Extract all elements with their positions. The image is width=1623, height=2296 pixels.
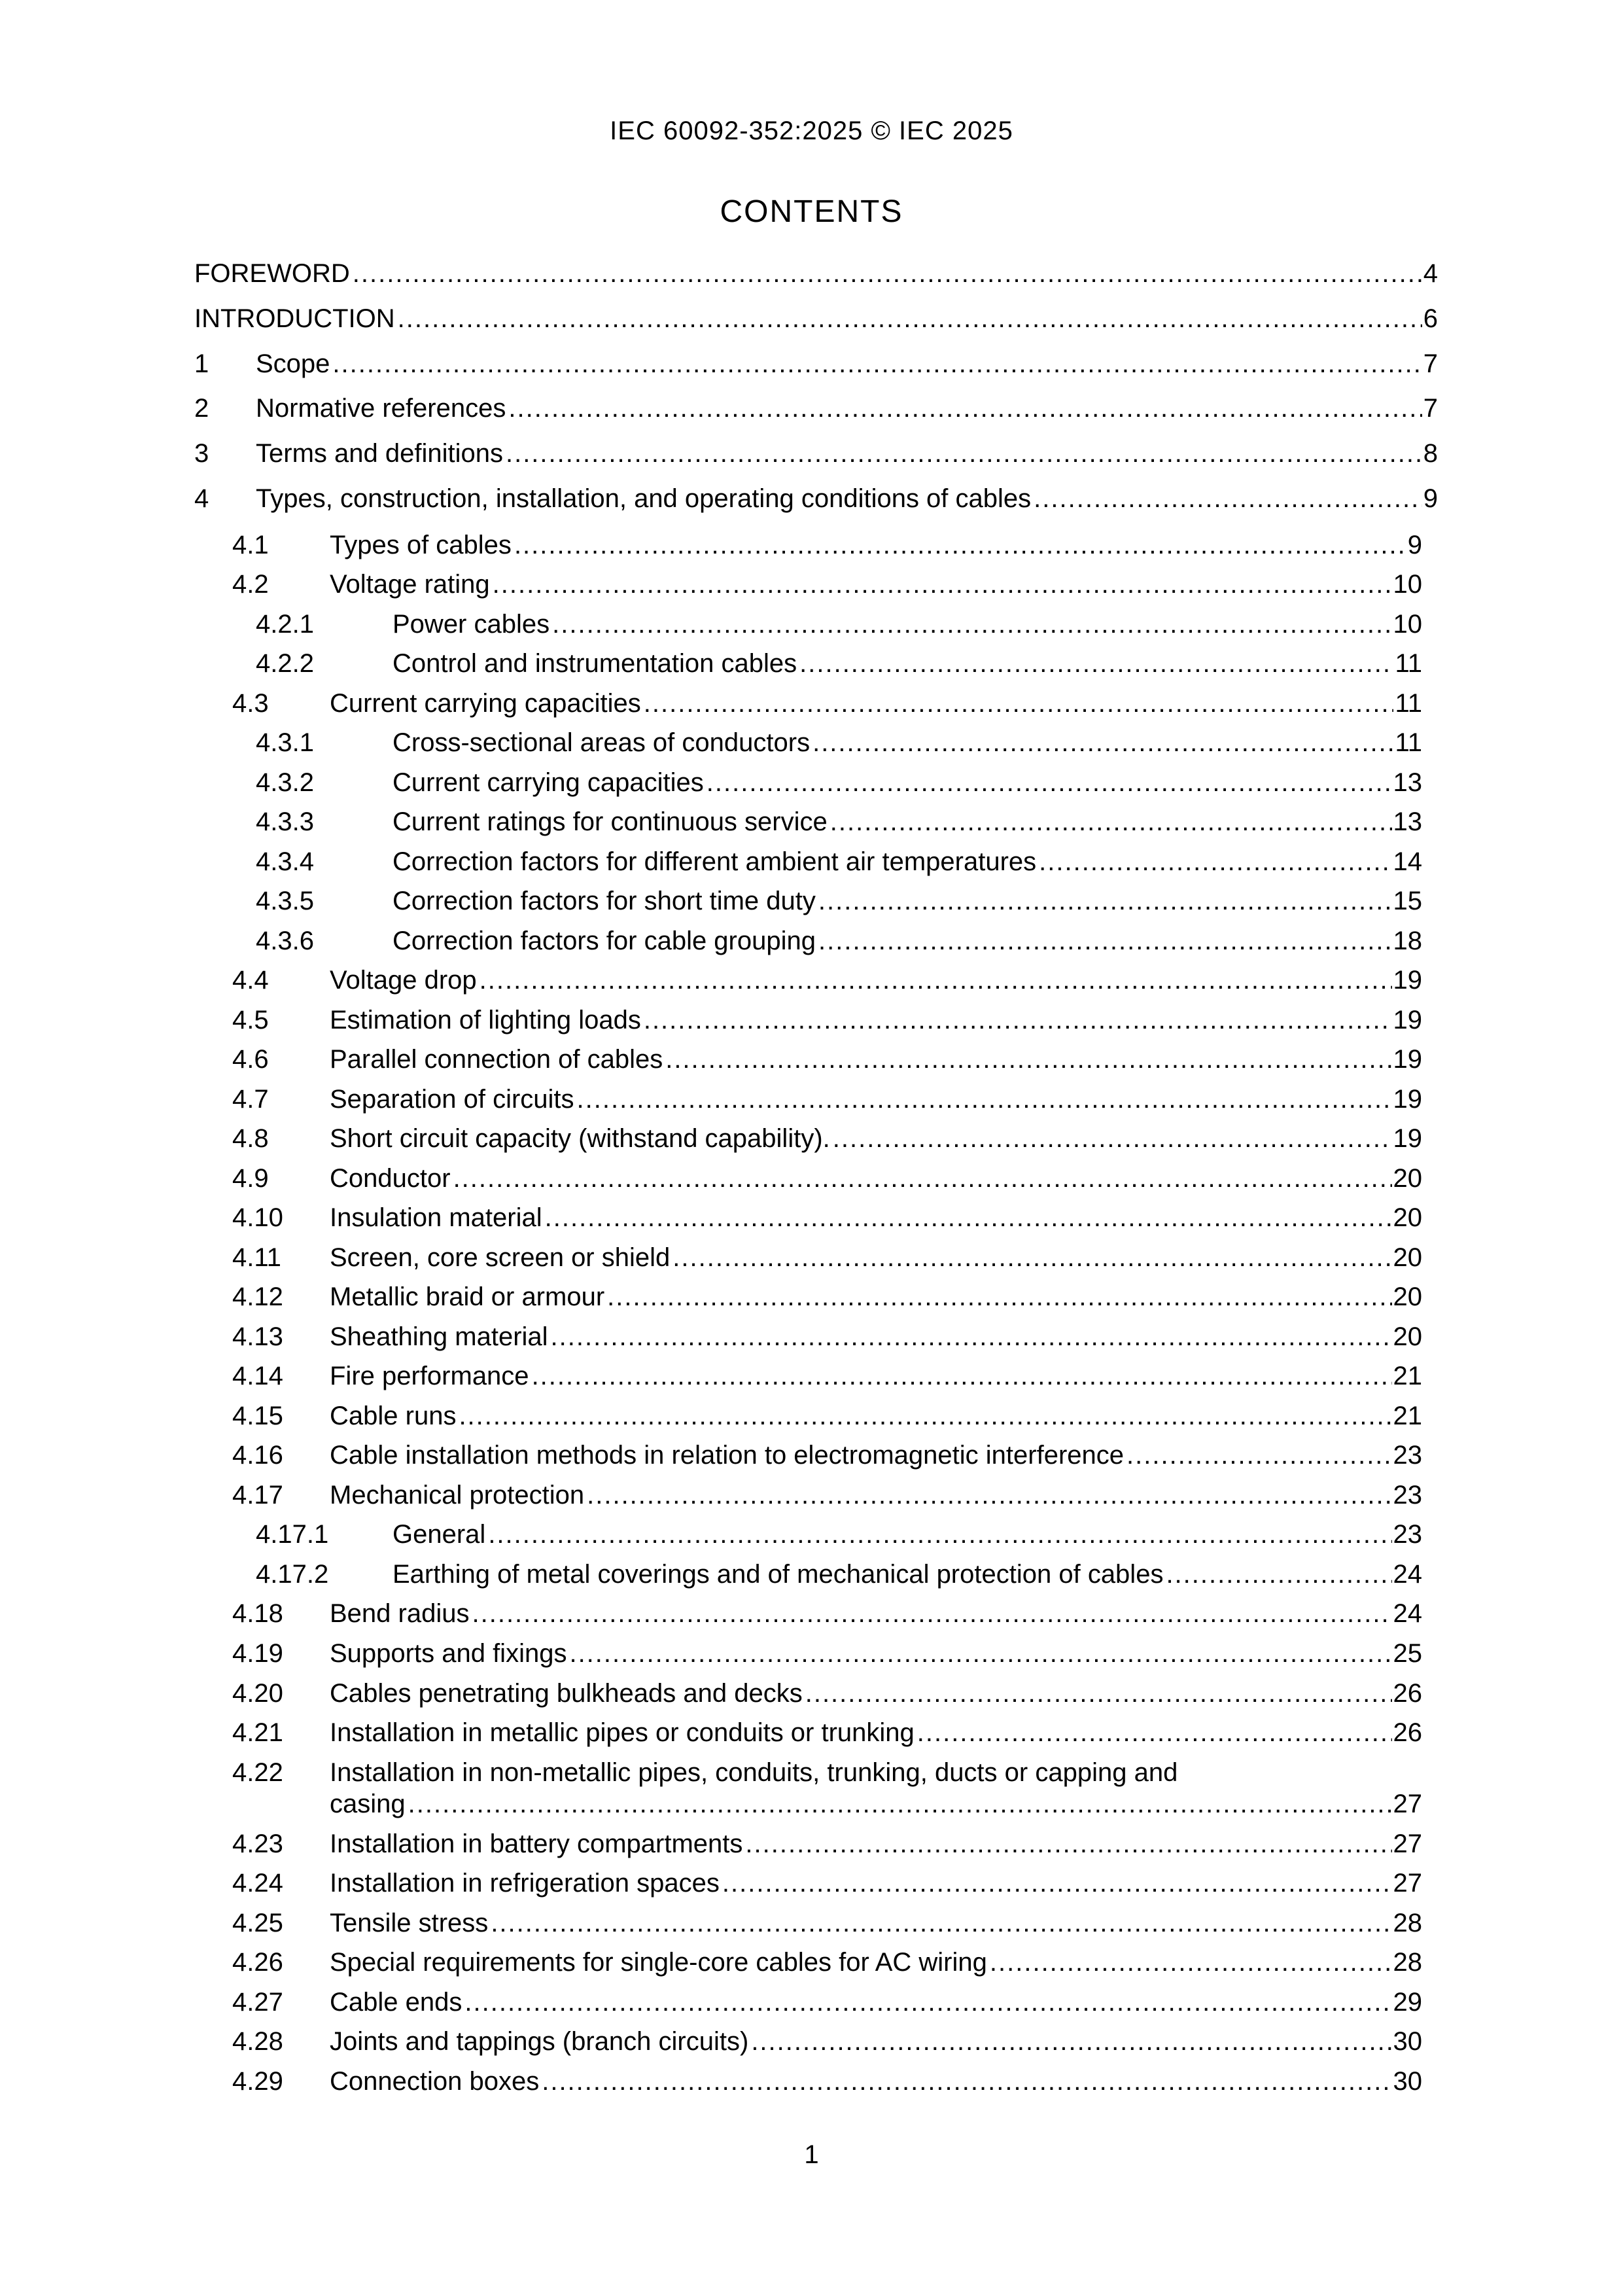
- toc-entry-title: Fire performance: [330, 1362, 529, 1390]
- dot-leader: [745, 1828, 1391, 1860]
- toc-entry-number: 4.20: [232, 1679, 283, 1708]
- toc-entry[interactable]: [232, 1598, 1422, 1629]
- toc-entry-page: 30: [1393, 2027, 1422, 2056]
- toc-entry-page: 10: [1393, 610, 1422, 639]
- toc-entry-page: 10: [1393, 570, 1422, 599]
- toc-entry-page: 28: [1393, 1909, 1422, 1937]
- toc-entry-title: Sheathing material: [330, 1322, 548, 1351]
- toc-entry-title: Supports and fixings: [330, 1639, 567, 1668]
- toc-entry-title: Parallel connection of cables: [330, 1045, 663, 1074]
- toc-entry-number: 4.2.1: [256, 610, 314, 639]
- toc-entry-number: 4.9: [232, 1164, 269, 1193]
- dot-leader: [577, 1084, 1392, 1115]
- toc-entry-page: 9: [1423, 484, 1438, 513]
- toc-entry-title: General: [393, 1520, 486, 1549]
- toc-entry[interactable]: [232, 569, 1422, 600]
- dot-leader: [1039, 846, 1391, 877]
- dot-leader: [464, 1987, 1391, 2018]
- dot-leader: [833, 1123, 1392, 1154]
- toc-entry-page: 23: [1393, 1520, 1422, 1549]
- toc-entry-number: 4.19: [232, 1639, 283, 1668]
- toc-entry[interactable]: [232, 1202, 1422, 1233]
- toc-entry[interactable]: [256, 1559, 1422, 1590]
- toc-entry-title-line1: Installation in non-metallic pipes, conduits, trunking, ducts or capping and: [330, 1758, 1178, 1787]
- toc-entry-number: 3: [194, 439, 209, 468]
- dot-leader: [917, 1717, 1392, 1748]
- toc-entry-title: Cable ends: [330, 1988, 462, 2017]
- toc-entry-number: 4.2: [232, 570, 269, 599]
- toc-entry-page: 25: [1393, 1639, 1422, 1668]
- toc-entry-page: 20: [1393, 1164, 1422, 1193]
- toc-entry-page: 19: [1393, 1045, 1422, 1074]
- toc-entry-page: 20: [1393, 1322, 1422, 1351]
- toc-entry-title: Normative references: [256, 394, 506, 423]
- dot-leader: [665, 1044, 1391, 1075]
- toc-entry-title: Bend radius: [330, 1599, 470, 1628]
- toc-entry-title: Correction factors for short time duty: [393, 887, 816, 915]
- toc-entry-title: Terms and definitions: [256, 439, 503, 468]
- toc-entry-page: 20: [1393, 1282, 1422, 1311]
- toc-entry-number: 4.23: [232, 1829, 283, 1858]
- toc-entry-title: Power cables: [393, 610, 550, 639]
- toc-entry-page: 26: [1393, 1679, 1422, 1708]
- toc-entry-title: Correction factors for different ambient air temperatures: [393, 847, 1037, 876]
- dot-leader: [644, 688, 1394, 719]
- toc-entry-page: 27: [1393, 1829, 1422, 1858]
- toc-entry-number: 4.3: [232, 689, 269, 718]
- toc-entry-page: 14: [1393, 847, 1422, 876]
- toc-entry-title: Control and instrumentation cables: [393, 649, 797, 678]
- toc-entry-title: Installation in battery compartments: [330, 1829, 743, 1858]
- dot-leader: [722, 1867, 1392, 1899]
- dot-leader: [545, 1202, 1392, 1233]
- dot-leader: [751, 2026, 1391, 2057]
- toc-entry-page: 19: [1393, 966, 1422, 995]
- toc-entry[interactable]: [256, 609, 1422, 640]
- dot-leader: [332, 348, 1422, 380]
- toc-entry[interactable]: [232, 964, 1422, 996]
- toc-entry-page: 24: [1393, 1560, 1422, 1589]
- dot-leader: [587, 1479, 1391, 1511]
- toc-entry-number: 4.11: [232, 1243, 281, 1272]
- toc-entry-number: 4.22: [232, 1758, 283, 1787]
- toc-entry-number: 4.28: [232, 2027, 283, 2056]
- toc-entry[interactable]: [232, 1439, 1422, 1471]
- toc-entry[interactable]: [256, 885, 1422, 917]
- dot-leader: [812, 727, 1393, 758]
- toc-entry-page: 27: [1393, 1869, 1422, 1898]
- toc-entry[interactable]: [232, 1828, 1422, 1860]
- toc-entry-page: 20: [1393, 1203, 1422, 1232]
- toc-entry-number: 4.6: [232, 1045, 269, 1074]
- toc-entry-title: Installation in metallic pipes or conduits or trunking: [330, 1718, 915, 1747]
- toc-entry-title: Insulation material: [330, 1203, 542, 1232]
- toc-entry-page: 29: [1393, 1988, 1422, 2017]
- dot-leader: [707, 767, 1392, 798]
- toc-entry-title: Screen, core screen or shield: [330, 1243, 671, 1272]
- toc-entry-page: 19: [1393, 1085, 1422, 1114]
- toc-entry-page: 13: [1393, 807, 1422, 836]
- toc-entry-title: Current ratings for continuous service: [393, 807, 828, 836]
- toc-entry[interactable]: [232, 1479, 1422, 1511]
- toc-entry[interactable]: [256, 1519, 1422, 1550]
- toc-entry-number: 4.7: [232, 1085, 269, 1114]
- toc-entry[interactable]: [232, 1084, 1422, 1115]
- toc-entry-title: Voltage rating: [330, 570, 490, 599]
- toc-entry-number: 1: [194, 349, 209, 378]
- toc-entry[interactable]: [232, 1163, 1422, 1194]
- toc-entry-page: 23: [1393, 1481, 1422, 1510]
- toc-entry-number: 4.24: [232, 1869, 283, 1898]
- dot-leader: [493, 569, 1392, 600]
- toc-entry-number: 4.27: [232, 1988, 283, 2017]
- toc-entry-number: 4.3.3: [256, 807, 314, 836]
- toc-entry[interactable]: [232, 1360, 1422, 1392]
- dot-leader: [818, 925, 1392, 957]
- toc-entry[interactable]: [232, 2026, 1422, 2057]
- dot-leader: [488, 1519, 1391, 1550]
- toc-entry-title: Voltage drop: [330, 966, 477, 995]
- toc-entry-page: 6: [1423, 304, 1438, 333]
- toc-entry-page: 27: [1393, 1790, 1422, 1818]
- toc-entry-title: Cable installation methods in relation to electromagnetic interference: [330, 1441, 1125, 1470]
- toc-entry-number: 4.25: [232, 1909, 283, 1937]
- dot-leader: [508, 393, 1422, 424]
- toc-entry-page: 7: [1423, 349, 1438, 378]
- dot-leader: [506, 438, 1422, 469]
- toc-entry[interactable]: [194, 258, 1438, 289]
- toc-entry-title: INTRODUCTION: [194, 304, 395, 333]
- toc-entry-number: 4.3.6: [256, 927, 314, 955]
- dot-leader: [990, 1947, 1392, 1978]
- toc-entry-number: 4.3.2: [256, 768, 314, 797]
- toc-entry[interactable]: [194, 393, 1438, 424]
- dot-leader: [408, 1788, 1392, 1820]
- toc-entry-number: 4.13: [232, 1322, 283, 1351]
- toc-entry-title: Current carrying capacities: [393, 768, 704, 797]
- toc-entry[interactable]: [232, 1947, 1422, 1978]
- toc-entry-title: Metallic braid or armour: [330, 1282, 605, 1311]
- toc-entry-page: 23: [1393, 1441, 1422, 1470]
- dot-leader: [1034, 483, 1422, 514]
- dot-leader: [1126, 1439, 1391, 1471]
- toc-entry-title: Scope: [256, 349, 330, 378]
- toc-entry-page: 11: [1395, 649, 1422, 678]
- toc-entry[interactable]: [256, 727, 1422, 758]
- toc-entry-number: 4.3.1: [256, 728, 314, 757]
- toc-entry-number: 4.14: [232, 1362, 283, 1390]
- toc-entry-number: 4.26: [232, 1948, 283, 1977]
- toc-entry[interactable]: [256, 648, 1422, 679]
- dot-leader: [398, 303, 1422, 334]
- toc-entry[interactable]: [232, 688, 1422, 719]
- dot-leader: [569, 1638, 1391, 1669]
- page-number: 1: [804, 2140, 819, 2169]
- dot-leader: [532, 1360, 1392, 1392]
- toc-entry-number: 4.16: [232, 1441, 283, 1470]
- toc-entry-number: 4: [194, 484, 209, 513]
- toc-entry-number: 4.3.5: [256, 887, 314, 915]
- toc-entry-title: Joints and tappings (branch circuits): [330, 2027, 749, 2056]
- dot-leader: [453, 1163, 1392, 1194]
- dot-leader: [353, 258, 1422, 289]
- toc-entry-title: Special requirements for single-core cables for AC wiring: [330, 1948, 987, 1977]
- toc-entry-title: FOREWORD: [194, 259, 350, 288]
- toc-entry-page: 30: [1393, 2067, 1422, 2096]
- toc-entry-page: 28: [1393, 1948, 1422, 1977]
- toc-entry-title: Estimation of lighting loads: [330, 1006, 641, 1034]
- toc-entry-title: Mechanical protection: [330, 1481, 585, 1510]
- toc-entry-number: 4.1: [232, 531, 269, 559]
- toc-entry-page: 19: [1393, 1124, 1422, 1153]
- toc-entry-title: Connection boxes: [330, 2067, 540, 2096]
- toc-entry[interactable]: [232, 2066, 1422, 2097]
- toc-entry-number: 4.2.2: [256, 649, 314, 678]
- toc-entry-title: Conductor: [330, 1164, 451, 1193]
- toc-entry[interactable]: [256, 767, 1422, 798]
- toc-entry[interactable]: [232, 529, 1422, 561]
- toc-entry[interactable]: [256, 806, 1422, 838]
- toc-entry[interactable]: [232, 1242, 1422, 1273]
- toc-entry-number: 4.4: [232, 966, 269, 995]
- toc-entry-page: 7: [1423, 394, 1438, 423]
- toc-entry-page: 13: [1393, 768, 1422, 797]
- dot-leader: [672, 1242, 1391, 1273]
- toc-entry-number: 4.8: [232, 1124, 269, 1153]
- dot-leader: [607, 1281, 1391, 1313]
- toc-entry-number: 4.17: [232, 1481, 283, 1510]
- toc-entry[interactable]: [256, 846, 1422, 877]
- toc-entry[interactable]: [232, 1044, 1422, 1075]
- toc-entry[interactable]: [194, 438, 1438, 469]
- dot-leader: [1166, 1559, 1391, 1590]
- toc-entry-page: 8: [1423, 439, 1438, 468]
- toc-entry-page: 24: [1393, 1599, 1422, 1628]
- dot-leader: [830, 806, 1392, 838]
- toc-entry-number: 4.15: [232, 1402, 283, 1430]
- dot-leader: [799, 648, 1393, 679]
- document-header: IEC 60092-352:2025 © IEC 2025: [610, 116, 1013, 145]
- toc-entry-page: 19: [1393, 1006, 1422, 1034]
- dot-leader: [480, 964, 1392, 996]
- dot-leader: [542, 2066, 1391, 2097]
- toc-entry-number: 4.17.1: [256, 1520, 329, 1549]
- toc-entry-title: Cross-sectional areas of conductors: [393, 728, 811, 757]
- dot-leader: [644, 1004, 1392, 1036]
- dot-leader: [491, 1907, 1391, 1939]
- toc-entry-title: casing: [330, 1790, 406, 1818]
- toc-entry-title: Current carrying capacities: [330, 689, 641, 718]
- toc-entry-page: 11: [1395, 728, 1422, 757]
- toc-entry-number: 4.17.2: [256, 1560, 329, 1589]
- toc-entry[interactable]: [232, 1638, 1422, 1669]
- toc-entry-page: 11: [1395, 689, 1422, 718]
- toc-entry-number: 2: [194, 394, 209, 423]
- toc-entry-page: 21: [1393, 1402, 1422, 1430]
- toc-entry-title: Separation of circuits: [330, 1085, 574, 1114]
- toc-entry[interactable]: [232, 1281, 1422, 1313]
- toc-entry[interactable]: [232, 1321, 1422, 1352]
- toc-entry-number: 4.12: [232, 1282, 283, 1311]
- toc-entry-number: 4.5: [232, 1006, 269, 1034]
- toc-entry-page: 18: [1393, 927, 1422, 955]
- toc-entry-title: Tensile stress: [330, 1909, 489, 1937]
- toc-entry-title: Types of cables: [330, 531, 512, 559]
- toc-entry-number: 4.18: [232, 1599, 283, 1628]
- toc-entry-page: 26: [1393, 1718, 1422, 1747]
- toc-entry[interactable]: [232, 1907, 1422, 1939]
- toc-entry-title: Correction factors for cable grouping: [393, 927, 816, 955]
- toc-entry-title: Short circuit capacity (withstand capability).: [330, 1124, 830, 1153]
- toc-entry[interactable]: [232, 1717, 1422, 1748]
- toc-entry-page: 15: [1393, 887, 1422, 915]
- toc-entry-number: 4.29: [232, 2067, 283, 2096]
- toc-entry-page: 21: [1393, 1362, 1422, 1390]
- toc-entry[interactable]: [232, 1987, 1422, 2018]
- toc-entry-page: 4: [1423, 259, 1438, 288]
- page-title: CONTENTS: [720, 194, 903, 229]
- dot-leader: [552, 609, 1391, 640]
- toc-entry[interactable]: [232, 1867, 1422, 1899]
- toc-entry[interactable]: [194, 303, 1438, 334]
- toc-entry-number: 4.3.4: [256, 847, 314, 876]
- toc-entry-page: 20: [1393, 1243, 1422, 1272]
- toc-entry-title: Cables penetrating bulkheads and decks: [330, 1679, 803, 1708]
- toc-entry-number: 4.10: [232, 1203, 283, 1232]
- toc-entry[interactable]: [232, 1123, 1422, 1154]
- dot-leader: [805, 1678, 1392, 1709]
- toc-entry-number: 4.21: [232, 1718, 283, 1747]
- dot-leader: [514, 529, 1406, 561]
- dot-leader: [551, 1321, 1392, 1352]
- toc-entry[interactable]: [256, 925, 1422, 957]
- toc-entry-title: Cable runs: [330, 1402, 457, 1430]
- toc-entry[interactable]: [232, 1678, 1422, 1709]
- dot-leader: [818, 885, 1392, 917]
- toc-entry-title: Earthing of metal coverings and of mechanical protection of cables: [393, 1560, 1164, 1589]
- dot-leader: [472, 1598, 1391, 1629]
- toc-entry-title: Types, construction, installation, and operating conditions of cables: [256, 484, 1032, 513]
- toc-entry[interactable]: [194, 483, 1438, 514]
- toc-entry-title: Installation in refrigeration spaces: [330, 1869, 720, 1898]
- toc-entry[interactable]: [194, 348, 1438, 380]
- dot-leader: [459, 1400, 1391, 1432]
- toc-entry[interactable]: [232, 1400, 1422, 1432]
- toc-entry[interactable]: [232, 1004, 1422, 1036]
- toc-entry-page: 9: [1407, 531, 1422, 559]
